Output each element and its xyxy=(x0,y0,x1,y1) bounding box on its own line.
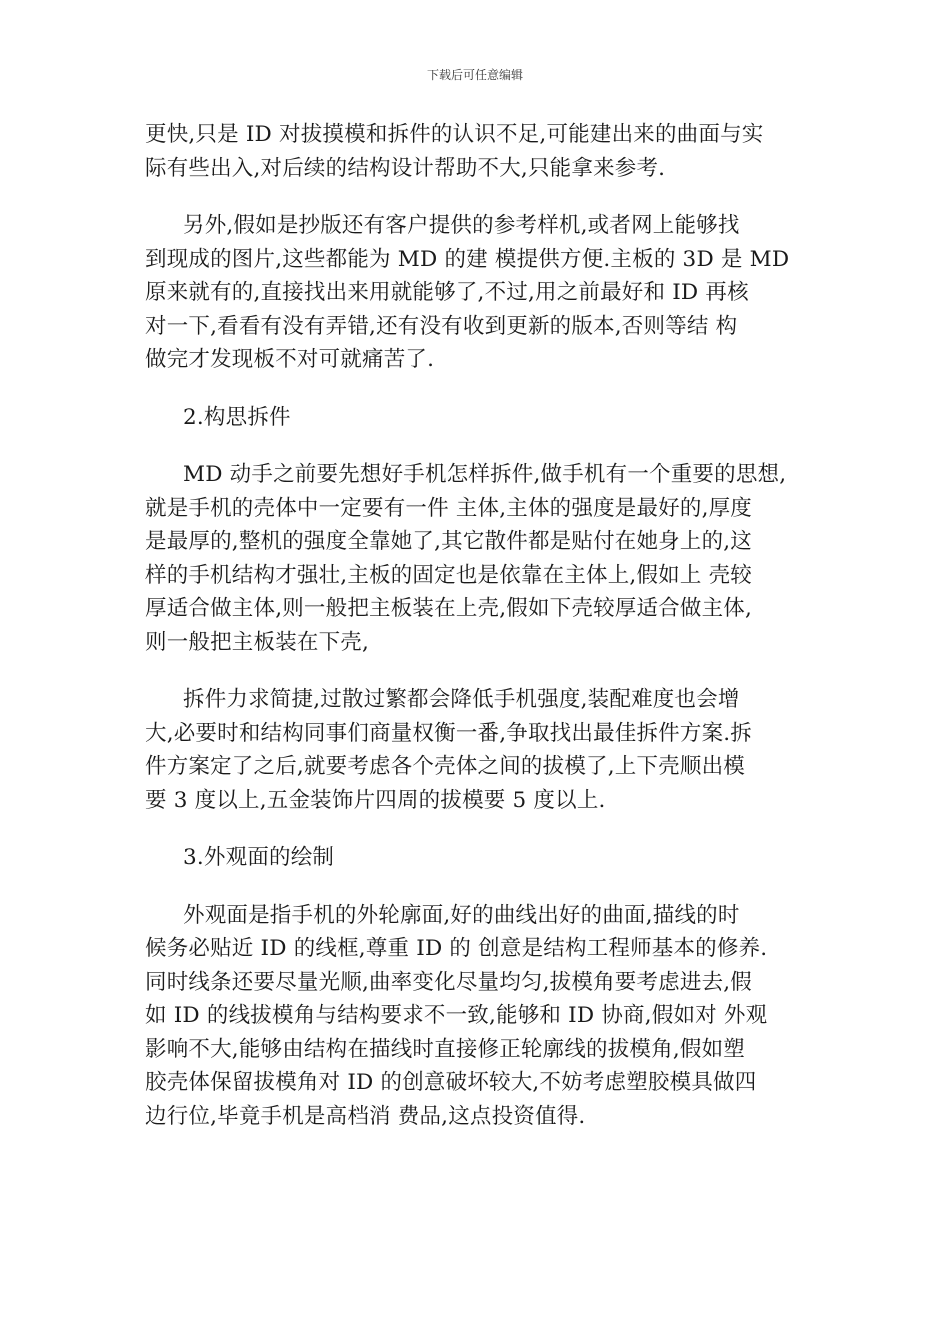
text-line: 边行位,毕竟手机是高档消 费品,这点投资值得. xyxy=(145,1103,586,1129)
text-line: MD 动手之前要先想好手机怎样拆件,做手机有一个重要的思想, xyxy=(183,462,787,487)
text-line: 做完才发现板不对可就痛苦了. xyxy=(145,347,435,372)
section-heading: 2.构思拆件 xyxy=(183,404,291,430)
paragraph xyxy=(145,458,813,659)
paragraph xyxy=(145,899,813,1134)
text-line: 拆件力求简捷,过散过繁都会降低手机强度,装配难度也会增 xyxy=(183,687,740,712)
text-line: 同时线条还要尽量光顺,曲率变化尽量均匀,拔模角要考虑进去,假 xyxy=(145,969,753,995)
text-line: 际有些出入,对后续的结构设计帮助不大,只能拿来参考. xyxy=(145,155,666,181)
text-line: 外观面是指手机的外轮廓面,好的曲线出好的曲面,描线的时 xyxy=(183,902,740,928)
paragraph xyxy=(145,209,813,377)
text-line: 厚适合做主体,则一般把主板装在上壳,假如下壳较厚适合做主体, xyxy=(145,596,753,621)
text-line: 样的手机结构才强壮,主板的固定也是依靠在主体上,假如上 壳较 xyxy=(145,562,753,588)
text-line: 另外,假如是抄版还有客户提供的参考样机,或者网上能够找 xyxy=(183,213,740,238)
page-header: 下载后可任意编辑 xyxy=(426,68,523,82)
text-line: 对一下,看看有没有弄错,还有没有收到更新的版本,否则等结 构 xyxy=(145,313,738,339)
text-line: 更快,只是 ID 对拔摸模和拆件的认识不足,可能建出来的曲面与实 xyxy=(145,122,764,147)
text-line: 影响不大,能够由结构在描线时直接修正轮廓线的拔模角,假如塑 xyxy=(145,1036,745,1062)
text-line: 要 3 度以上,五金装饰片四周的拔模要 5 度以上. xyxy=(145,787,606,813)
text-line: 如 ID 的线拔模角与结构要求不一致,能够和 ID 协商,假如对 外观 xyxy=(145,1003,768,1028)
text-line: 则一般把主板装在下壳, xyxy=(145,629,370,655)
text-line: 原来就有的,直接找出来用就能够了,不过,用之前最好和 ID 再核 xyxy=(145,280,749,305)
text-line: 胶壳体保留拔模角对 ID 的创意破坏较大,不妨考虑塑胶模具做四 xyxy=(145,1070,757,1095)
text-line: 是最厚的,整机的强度全靠她了,其它散件都是贴付在她身上的,这 xyxy=(145,529,753,554)
text-line: 就是手机的壳体中一定要有一件 主体,主体的强度是最好的,厚度 xyxy=(145,495,753,521)
text-line: 大,必要时和结构同事们商量权衡一番,争取找出最佳拆件方案.拆 xyxy=(145,720,753,746)
text-line: 到现成的图片,这些都能为 MD 的建 模提供方便.主板的 3D 是 MD xyxy=(145,246,790,272)
paragraph xyxy=(145,683,813,817)
text-line: 候务必贴近 ID 的线框,尊重 ID 的 创意是结构工程师基本的修养. xyxy=(145,936,768,961)
section-heading: 3.外观面的绘制 xyxy=(183,845,335,870)
paragraph xyxy=(145,118,813,185)
text-line: 件方案定了之后,就要考虑各个壳体之间的拔模了,上下壳顺出模 xyxy=(145,754,745,779)
document-body xyxy=(145,118,813,1157)
